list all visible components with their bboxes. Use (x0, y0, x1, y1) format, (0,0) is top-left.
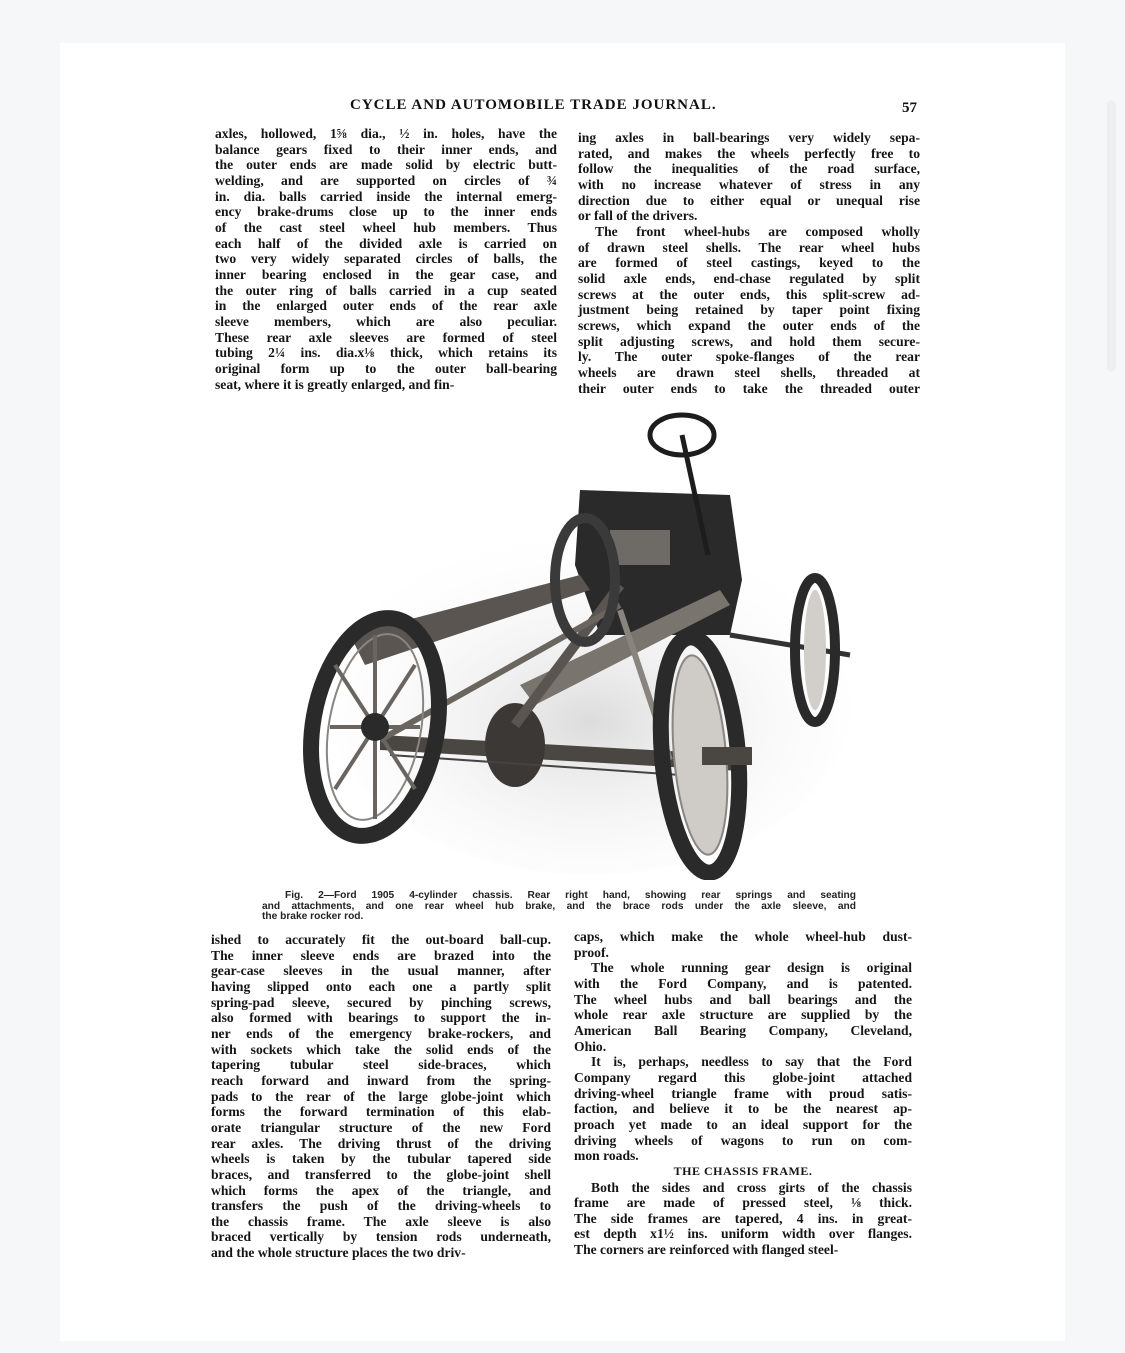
text-line: The side frames are tapered, 4 ins. in great- (574, 1210, 912, 1226)
text-line: the outer ring of balls carried in a cup seated (215, 282, 557, 298)
text-line: screws, which expand the outer ends of the (578, 317, 920, 333)
text-line: in. dia. balls carried inside the internal emerg- (215, 188, 557, 204)
text-line: two very widely separated circles of balls, the (215, 251, 557, 267)
text-line: It is, perhaps, needless to say that the Ford (591, 1054, 912, 1070)
chassis-illustration (290, 405, 860, 880)
text-line: rear axles. The driving thrust of the driving (211, 1135, 551, 1151)
text-line: of drawn steel shells. The rear wheel hubs (578, 239, 920, 255)
text-line: mon roads. (574, 1148, 639, 1164)
text-line: orate triangular structure of the new Ford (211, 1119, 551, 1135)
text-line: American Ball Bearing Company, Cleveland, (574, 1022, 912, 1038)
text-line: ner ends of the emergency brake-rockers, and (211, 1025, 551, 1041)
text-line: tapering tubular steel side-braces, which (211, 1057, 551, 1073)
section-heading: THE CHASSIS FRAME. (673, 1163, 813, 1178)
column-bottom-left (211, 932, 551, 1261)
text-line: having slipped onto each one a partly split (211, 978, 551, 994)
text-line: with no increase whatever of stress in any (578, 176, 920, 192)
caption-line: Fig. 2—Ford 1905 4-cylinder chassis. Rear right hand, showing rear springs and seating (285, 890, 856, 901)
text-line: spring-pad sleeve, secured by pinching screws, (211, 994, 551, 1010)
text-line: The whole running gear design is original (591, 960, 912, 976)
caption-line: and attachments, and one rear wheel hub brake, and the brace rods under the axle sleeve, and (262, 900, 856, 912)
text-line: faction, and believe it to be the nearest ap- (574, 1101, 912, 1117)
text-line: Ohio. (574, 1038, 607, 1054)
text-line: est depth x1½ ins. uniform width over flanges. (574, 1226, 912, 1242)
text-line: balance gears fixed to their inner ends, and (215, 141, 557, 157)
text-line: wheels are drawn steel shells, threaded at (578, 364, 920, 380)
text-line: braced vertically by tension rods underneath, (211, 1229, 551, 1245)
text-line: The wheel hubs and ball bearings and the (574, 991, 912, 1007)
text-line: the outer ends are made solid by electric butt- (215, 157, 557, 173)
text-line: rated, and makes the wheels perfectly free to (578, 145, 920, 161)
text-line: original form up to the outer ball-bearing (215, 360, 557, 376)
text-line: also formed with bearings to support the in- (211, 1010, 551, 1026)
chassis-photograph (290, 405, 860, 880)
text-line: tubing 2¼ ins. dia.x⅛ thick, which retains its (215, 345, 557, 361)
text-line: each half of the divided axle is carried on (215, 235, 557, 251)
text-line: wheels is taken by the tubular tapered side (211, 1151, 551, 1167)
text-line: are formed of steel castings, keyed to the (578, 255, 920, 271)
text-line: Company regard this globe-joint attached (574, 1069, 912, 1085)
text-line: axles, hollowed, 1⅝ dia., ½ in. holes, have the (215, 126, 557, 141)
text-line: seat, where it is greatly enlarged, and fin- (215, 376, 455, 392)
text-line: proach yet made to an ideal support for the (574, 1116, 912, 1132)
page-number: 57 (902, 100, 917, 116)
text-line: their outer ends to take the threaded outer (578, 380, 920, 396)
text-line: frame are made of pressed steel, ⅛ thick. (574, 1195, 912, 1211)
column-bottom-right (574, 929, 912, 1258)
text-line: and the whole structure places the two driv- (211, 1245, 466, 1261)
differential-housing (485, 703, 545, 787)
text-line: pads to the rear of the large globe-joint which (211, 1088, 551, 1104)
figure-caption (262, 891, 856, 923)
column-top-left (215, 126, 557, 392)
text-line: whole rear axle structure are supplied by the (574, 1007, 912, 1023)
text-line: The inner sleeve ends are brazed into the (211, 947, 551, 963)
text-line: welding, and are supported on circles of ¾ (215, 172, 557, 188)
vertical-scrollbar[interactable] (1107, 100, 1116, 372)
text-line: justment being retained by taper point fixing (578, 302, 920, 318)
text-line: braces, and transferred to the globe-joint shell (211, 1166, 551, 1182)
text-line: driving-wheel triangle frame with proud satis- (574, 1085, 912, 1101)
text-line: direction due to either equal or unequal rise (578, 192, 920, 208)
text-line: driving wheels of wagons to run on com- (574, 1132, 912, 1148)
text-line: with the Ford Company, and is patented. (574, 975, 912, 991)
text-line: ing axles in ball-bearings very widely sepa- (578, 130, 920, 145)
text-line: The front wheel-hubs are composed wholly (595, 223, 920, 239)
text-line: of the cast steel wheel hub members. Thus (215, 219, 557, 235)
text-line: with sockets which take the solid ends of the (211, 1041, 551, 1057)
text-line: sleeve members, which are also peculiar. (215, 313, 557, 329)
text-line: Both the sides and cross girts of the chassis (591, 1179, 912, 1195)
coil-box (610, 530, 670, 565)
text-line: in the enlarged outer ends of the rear axle (215, 298, 557, 314)
text-line: ly. The outer spoke-flanges of the rear (578, 349, 920, 365)
text-line: the chassis frame. The axle sleeve is also (211, 1213, 551, 1229)
text-line: forms the forward termination of this elab- (211, 1104, 551, 1120)
running-head-title: CYCLE AND AUTOMOBILE TRADE JOURNAL. (350, 97, 717, 113)
text-line: inner bearing enclosed in the gear case, and (215, 266, 557, 282)
text-line: proof. (574, 944, 609, 960)
text-line: transfers the push of the driving-wheels to (211, 1198, 551, 1214)
text-line: caps, which make the whole wheel-hub dust- (574, 929, 912, 944)
text-line: ished to accurately fit the out-board ball-cup. (211, 932, 551, 947)
text-line: gear-case sleeves in the usual manner, after (211, 963, 551, 979)
text-line: solid axle ends, end-chase regulated by split (578, 270, 920, 286)
text-line: These rear axle sleeves are formed of steel (215, 329, 557, 345)
text-line: ency brake-drums close up to the inner ends (215, 204, 557, 220)
text-line: The corners are reinforced with flanged steel- (574, 1242, 839, 1258)
text-line: or fall of the drivers. (578, 208, 698, 224)
text-line: follow the inequalities of the road surface, (578, 161, 920, 177)
text-line: screws at the outer ends, this split-screw ad- (578, 286, 920, 302)
column-top-right (578, 130, 920, 396)
text-line: reach forward and inward from the spring- (211, 1072, 551, 1088)
text-line: split adjusting screws, and hold them secure- (578, 333, 920, 349)
text-line: which forms the apex of the triangle, and (211, 1182, 551, 1198)
caption-line: the brake rocker rod. (262, 911, 364, 922)
